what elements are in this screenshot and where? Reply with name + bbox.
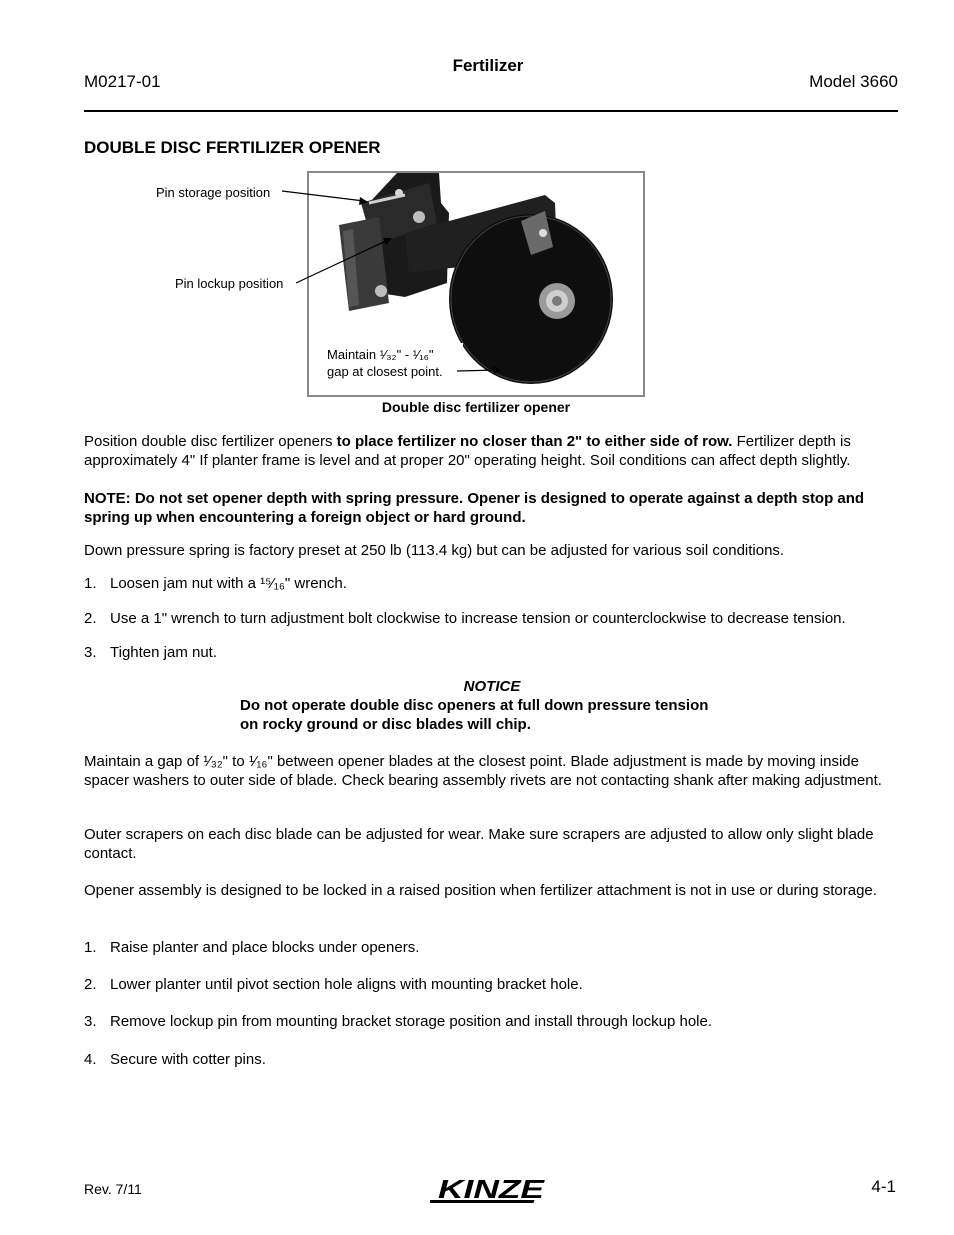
list-item (84, 644, 900, 661)
callout-pin-lockup: Pin lockup position (175, 276, 284, 291)
step-number: 2. (84, 610, 97, 627)
step-number: 3. (84, 1013, 97, 1030)
callout-pin-storage: Pin storage position (156, 185, 271, 200)
step-number: 1. (84, 939, 97, 956)
notice-line-1: Do not operate double disc openers at full down pressure tension (240, 697, 709, 714)
page-number: 4-1 (871, 1177, 896, 1196)
step-number: 1. (84, 575, 97, 592)
step-text: Secure with cotter pins. (110, 1051, 266, 1068)
kinze-logo (430, 1174, 550, 1206)
step-text: Raise planter and place blocks under openers. (110, 939, 420, 956)
figure-caption: Double disc fertilizer opener (381, 399, 571, 415)
step-text: Loosen jam nut with a ¹⁵⁄₁₆" wrench. (110, 575, 347, 592)
manual-number: M0217-01 (84, 72, 161, 91)
paragraph-spring: Down pressure spring is factory preset at 250 lb (113.4 kg) but can be adjusted for various soil conditions. (84, 542, 785, 559)
step-text: Tighten jam nut. (110, 644, 217, 661)
list-item (84, 575, 900, 592)
list-item (84, 976, 900, 993)
step-number: 4. (84, 1051, 97, 1068)
notice-line-2: on rocky ground or disc blades will chip. (240, 716, 531, 733)
paragraph-lockup: Opener assembly is designed to be locked in a raised position when fertilizer attachment is not in use or during storage. (84, 882, 877, 899)
p1-text-bold: to place fertilizer no closer than 2" to either side of row. (336, 433, 733, 450)
paragraph-gap: Maintain a gap of ¹⁄₃₂" to ¹⁄₁₆" between opener blades at the closest point. Blade adjustment is made by moving inside spacer washers to outer side of blade. Check bearing assembly rivets are not contacting shank after making adjustment. (84, 753, 882, 789)
notice-title: NOTICE (463, 678, 521, 695)
list-item (84, 939, 900, 956)
paragraph-depth (84, 432, 900, 470)
callout-leaders (0, 0, 954, 420)
logo-text: KINZE (438, 1174, 545, 1204)
note-text: NOTE: Do not set opener depth with spring pressure. Opener is designed to operate against a depth stop and spring up when encountering a foreign object or hard ground. (84, 490, 865, 526)
p1-text-a: Position double disc fertilizer openers (84, 433, 337, 450)
kinze-logo-graphic (430, 1174, 550, 1206)
list-item (84, 610, 900, 627)
step-text: Remove lockup pin from mounting bracket storage position and install through lockup hole. (110, 1013, 713, 1030)
model-label: Model 3660 (809, 72, 898, 91)
p1-text-c: Fertilizer depth is approximately 4" If planter frame is level and at proper 20" operating height. Soil conditions can affect depth slightly. (84, 433, 851, 469)
callout-gap-line2: gap at closest point. (327, 364, 443, 379)
step-text: Use a 1" wrench to turn adjustment bolt clockwise to increase tension or counterclockwise to decrease tension. (110, 610, 846, 627)
callout-gap-line1: Maintain ¹⁄₃₂" - ¹⁄₁₆" (327, 347, 434, 362)
step-text: Lower planter until pivot section hole aligns with mounting bracket hole. (110, 976, 583, 993)
step-number: 3. (84, 644, 97, 661)
revision-label: Rev. 7/11 (84, 1181, 142, 1197)
paragraph-scrapers: Outer scrapers on each disc blade can be adjusted for wear. Make sure scrapers are adjusted to allow only slight blade contact. (84, 826, 874, 862)
list-item (84, 1013, 900, 1030)
section-header: Fertilizer (452, 56, 524, 75)
list-item (84, 1051, 900, 1068)
notice-body (240, 696, 744, 734)
step-number: 2. (84, 976, 97, 993)
section-title: DOUBLE DISC FERTILIZER OPENER (84, 138, 381, 157)
